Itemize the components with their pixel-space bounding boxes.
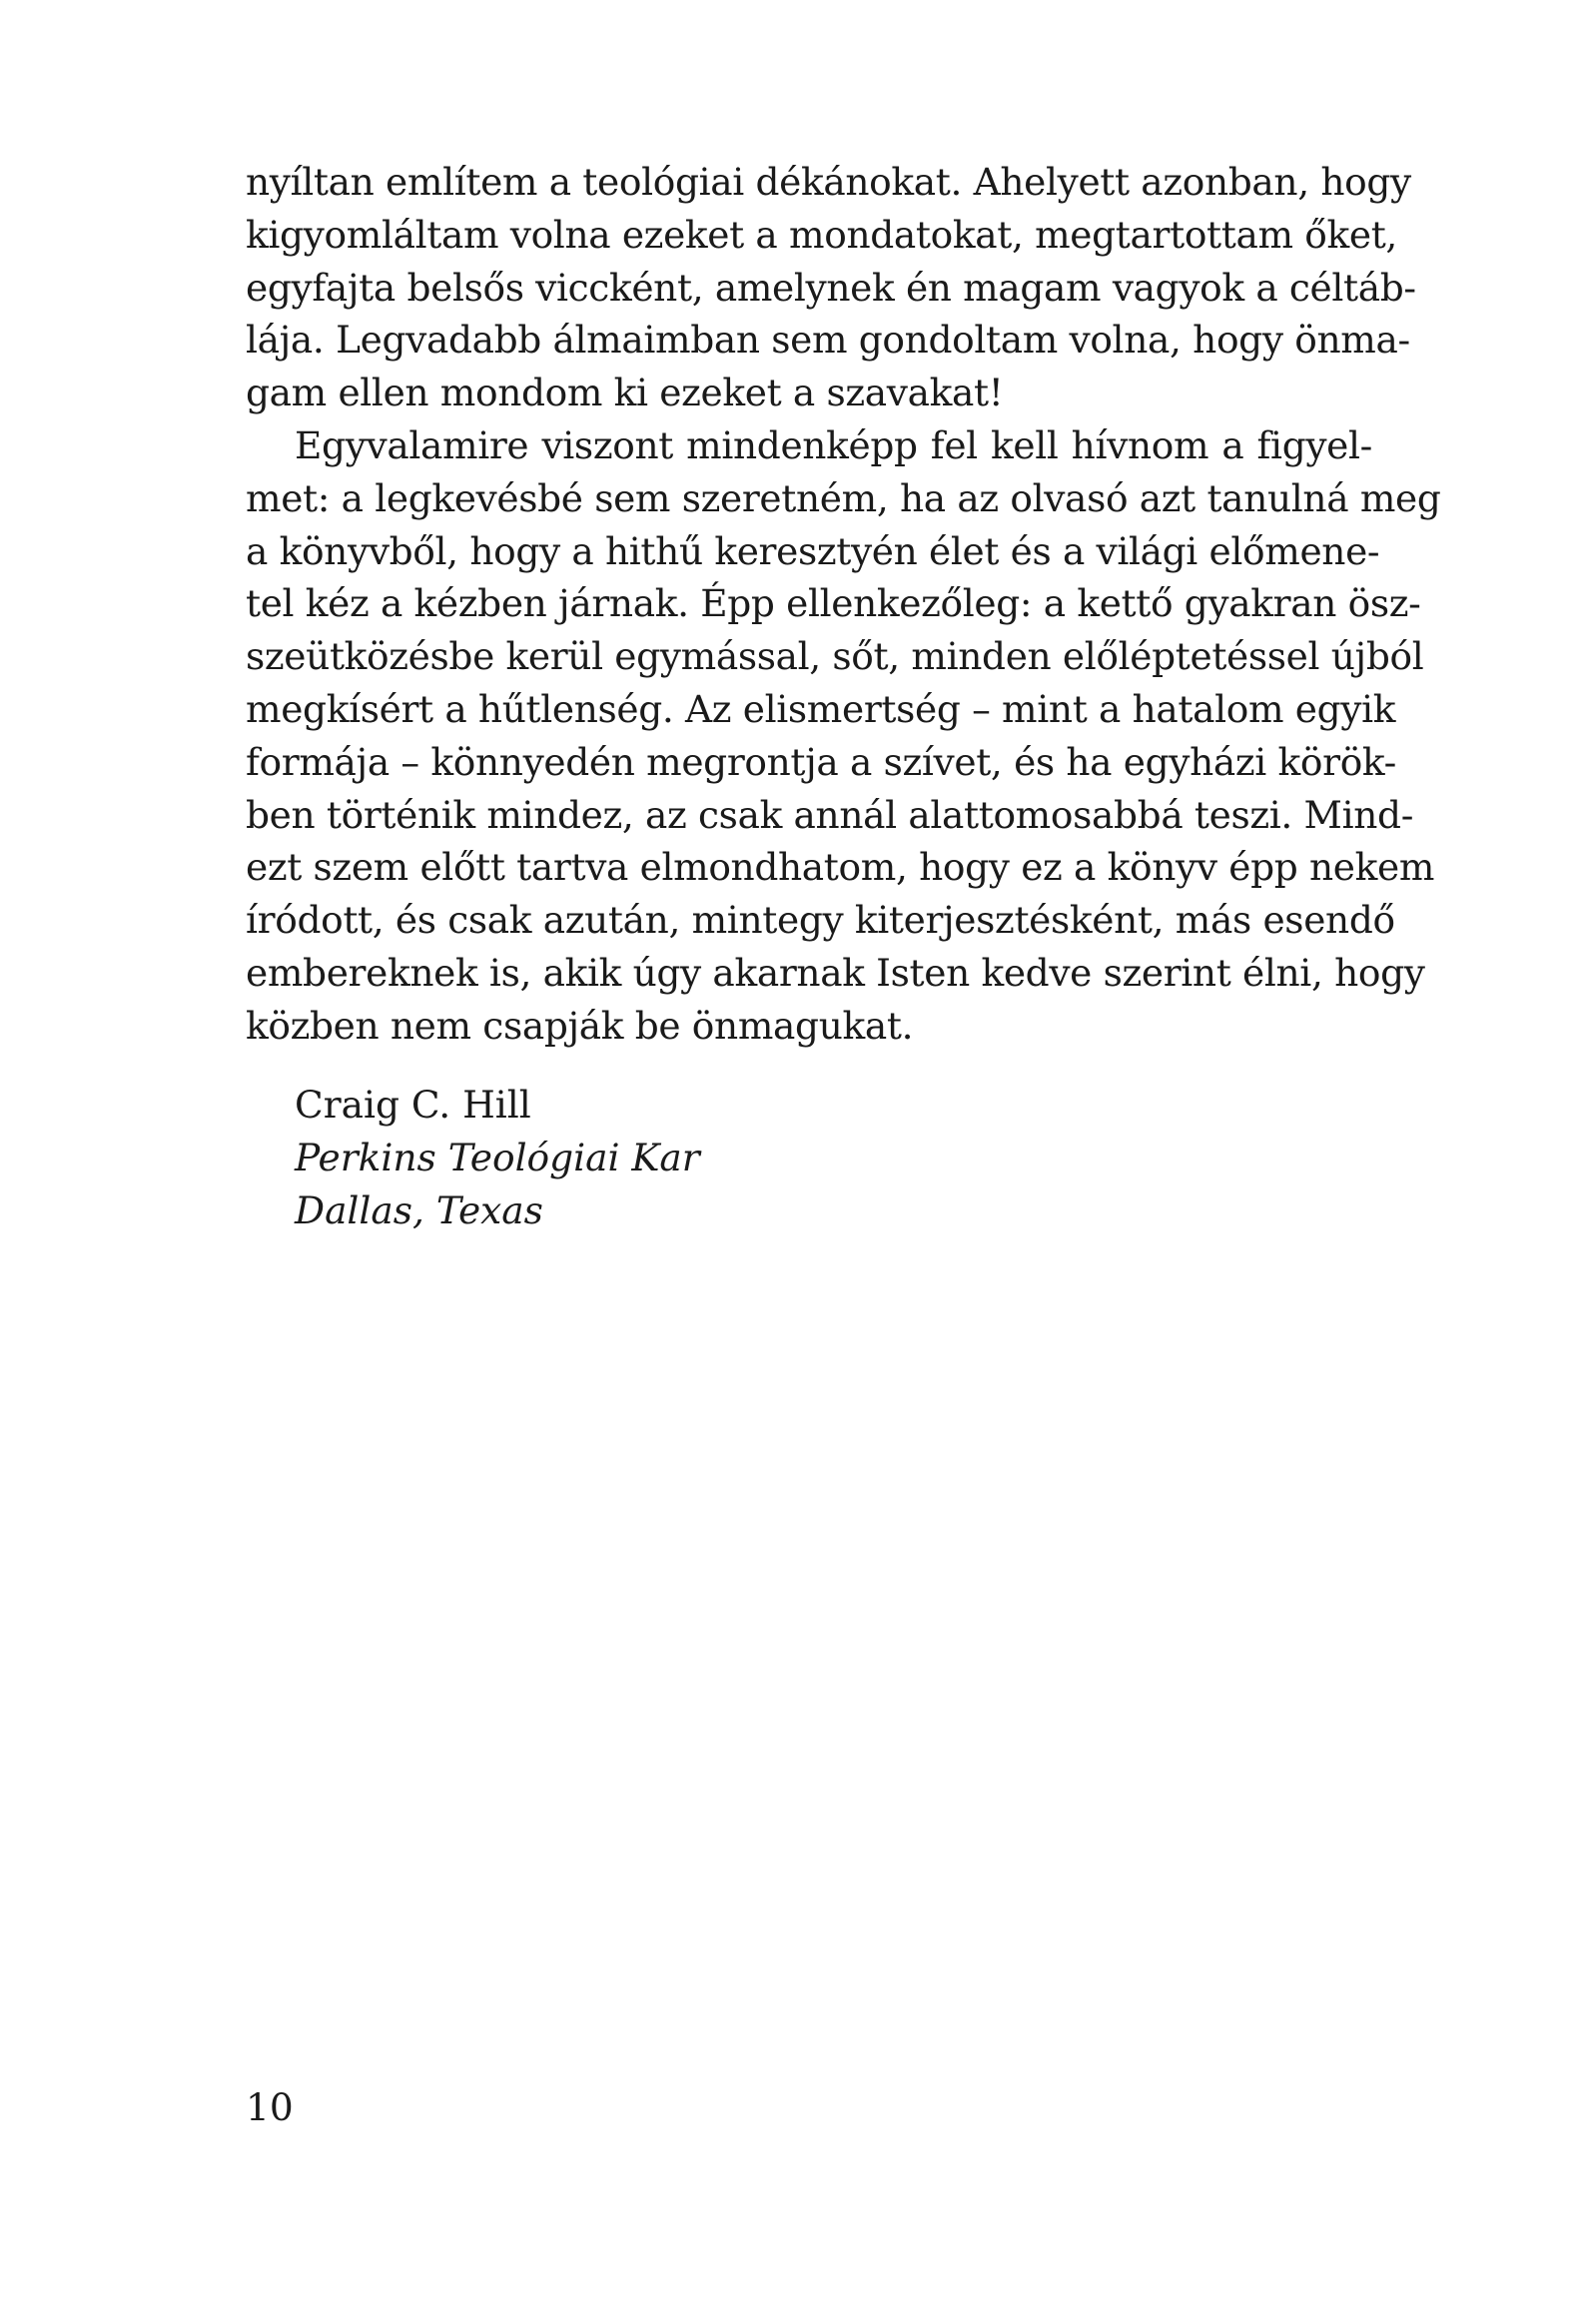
text-line: nyíltan említem a teológiai dékánokat. Ahelyett azonban, hogy bbox=[246, 160, 1411, 204]
text-line: szeütközésbe kerül egymással, sőt, minden előléptetéssel újból bbox=[246, 634, 1424, 679]
text-line: közben nem csapják be önmagukat. bbox=[246, 1003, 914, 1048]
page-number: 10 bbox=[246, 2085, 294, 2129]
text-line: ezt szem előtt tartva elmondhatom, hogy ez a könyv épp nekem bbox=[246, 845, 1435, 890]
text-line: met: a legkevésbé sem szeretném, ha az olvasó azt tanulná meg bbox=[246, 475, 1441, 520]
text-line: ben történik mindez, az csak annál alattomosabbá teszi. Mind- bbox=[246, 792, 1414, 837]
body-text bbox=[246, 156, 1441, 1053]
text-line: kigyomláltam volna ezeket a mondatokat, megtartottam őket, bbox=[246, 212, 1398, 257]
text-line: egyfajta belsős viccként, amelynek én magam vagyok a céltáb- bbox=[246, 265, 1416, 310]
text-line: lája. Legvadabb álmaimban sem gondoltam volna, hogy önma- bbox=[246, 318, 1410, 363]
text-line: formája – könnyedén megrontja a szívet, és ha egyházi körök- bbox=[246, 739, 1396, 784]
paragraph-first-line: Egyvalamire viszont mindenképp fel kell hívnom a figyel- bbox=[295, 422, 1372, 467]
author-institution: Perkins Teológiai Kar bbox=[295, 1135, 700, 1179]
author-name: Craig C. Hill bbox=[295, 1083, 531, 1127]
text-line: tel kéz a kézben járnak. Épp ellenkezőleg: a kettő gyakran ösz- bbox=[246, 581, 1421, 626]
text-line: a könyvből, hogy a hithű keresztyén élet és a világi előmene- bbox=[246, 528, 1380, 573]
signature-block bbox=[295, 1079, 700, 1236]
text-line: embereknek is, akik úgy akarnak Isten kedve szerint élni, hogy bbox=[246, 950, 1425, 995]
author-location: Dallas, Texas bbox=[295, 1187, 543, 1232]
text-line: íródott, és csak azután, mintegy kiterjesztésként, más esendő bbox=[246, 898, 1395, 943]
text-line: megkísért a hűtlenség. Az elismertség – mint a hatalom egyik bbox=[246, 686, 1396, 731]
text-line: gam ellen mondom ki ezeket a szavakat! bbox=[246, 371, 1004, 415]
